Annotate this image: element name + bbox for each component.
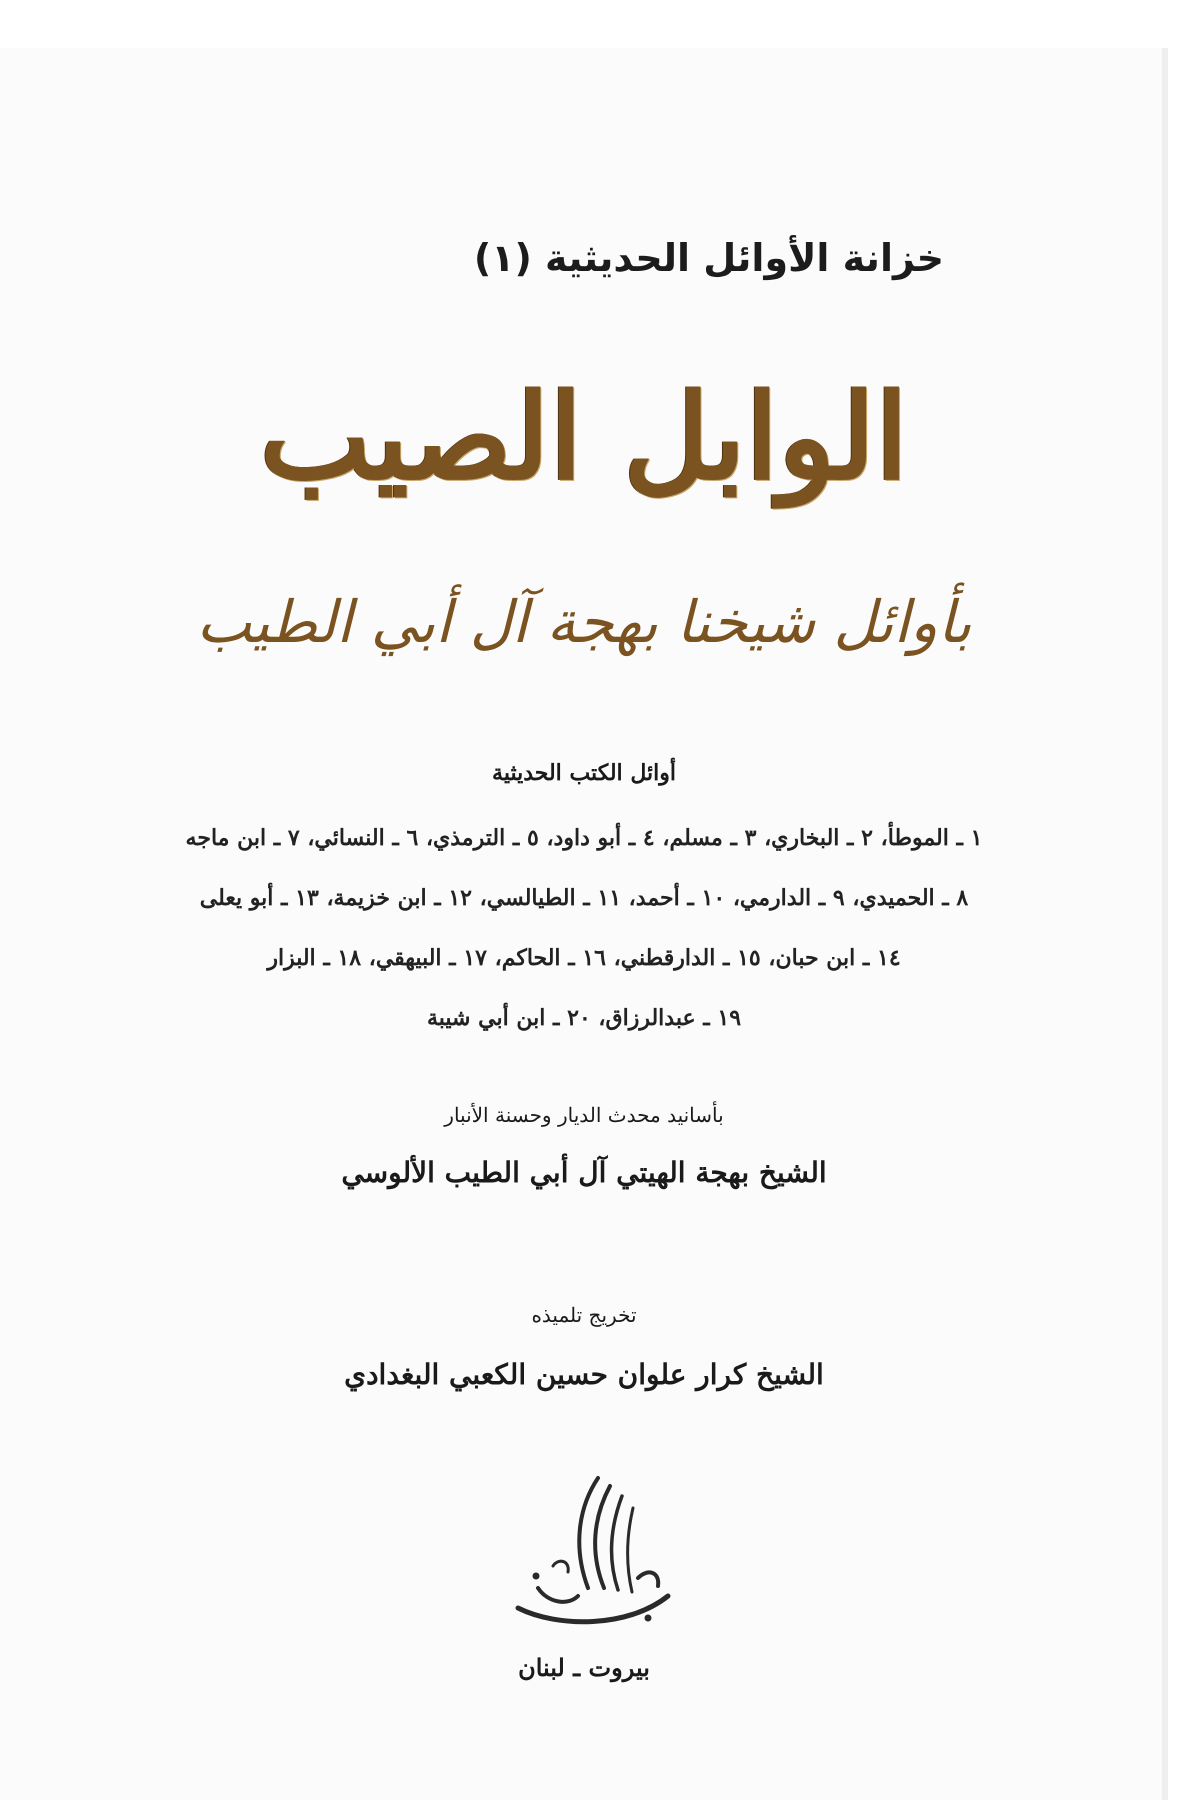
books-list [0, 808, 1168, 1048]
subtitle: بأوائل شيخنا بهجة آل أبي الطيب [196, 588, 972, 656]
books-heading: أوائل الكتب الحديثية [492, 760, 676, 786]
books-line: ١ ـ الموطأ، ٢ ـ البخاري، ٣ ـ مسلم، ٤ ـ أبو داود، ٥ ـ الترمذي، ٦ ـ النسائي، ٧ ـ ابن ماجه [185, 825, 983, 851]
student-name: الشيخ كرار علوان حسين الكعبي البغدادي [344, 1358, 824, 1391]
books-line: ١٩ ـ عبدالرزاق، ٢٠ ـ ابن أبي شيبة [426, 1005, 742, 1031]
sheikh-name: الشيخ بهجة الهيتي آل أبي الطيب الألوسي [341, 1156, 827, 1189]
books-line: ١٤ ـ ابن حبان، ١٥ ـ الدارقطني، ١٦ ـ الحاكم، ١٧ ـ البيهقي، ١٨ ـ البزار [267, 945, 901, 971]
title-page [0, 48, 1168, 1800]
takhrij-label: تخريج تلميذه [531, 1303, 637, 1327]
chain-label: بأسانيد محدث الديار وحسنة الأنبار [444, 1103, 724, 1127]
books-line: ٨ ـ الحميدي، ٩ ـ الدارمي، ١٠ ـ أحمد، ١١ ـ الطيالسي، ١٢ ـ ابن خزيمة، ١٣ ـ أبو يعلى [199, 885, 969, 911]
main-title: الوابل الصيب [259, 367, 909, 506]
series-title: خزانة الأوائل الحديثية (١) [473, 236, 944, 280]
publisher-logo [478, 1468, 698, 1648]
publisher-city: بيروت ـ لبنان [518, 1653, 650, 1682]
